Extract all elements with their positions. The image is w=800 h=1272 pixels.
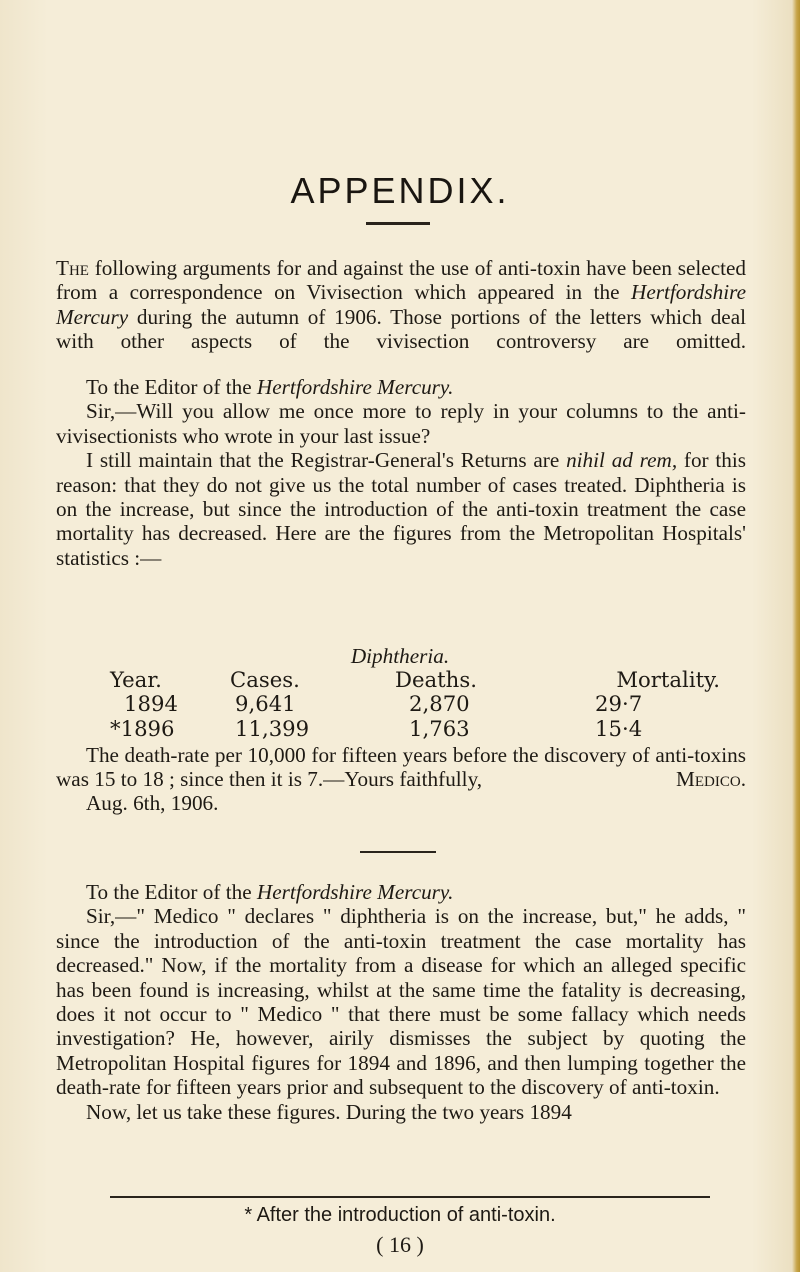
letter-2-paragraph-1: Sir,—" Medico " declares " diphtheria is on the increase, but," he adds, " since the introduction of the anti-toxin treatment the case mortality has decreased." Now, if the mortality from a disease for which an alleged specific has been found is increasing, whilst at the same time the fatality is decreasing, does it not occur to " Medico " that there must be some fallacy which needs investigation? He, however, airily dismisses the subject by quoting the Metropolitan Hospital figures for 1894 and 1896, and then lumping together the death-rate for fifteen years prior and subsequent to the discovery of anti-toxin. (56, 904, 746, 1100)
letter-1 (56, 375, 746, 570)
header-deaths: Deaths. (395, 667, 477, 692)
signature: Medico. (676, 767, 746, 791)
letter-1-paragraph-1: Sir,—Will you allow me once more to reply in your columns to the anti-vivisectionists who wrote in your last issue? (56, 399, 746, 448)
heading-rule (366, 222, 430, 225)
table-row (110, 717, 720, 741)
section-rule (360, 851, 436, 853)
intro-section (56, 256, 746, 354)
table-row (110, 692, 720, 716)
letter-1-salutation: To the Editor of the Hertfordshire Mercury. (86, 375, 454, 399)
letter-1-date: Aug. 6th, 1906. (86, 791, 219, 815)
letter-2 (56, 880, 746, 1124)
cell-deaths: 1,763 (409, 715, 470, 741)
header-mortality: Mortality. (616, 667, 720, 692)
page-number: ( 16 ) (376, 1232, 424, 1257)
header-year: Year. (110, 667, 162, 692)
cell-mortality: 15·4 (595, 715, 643, 741)
diphtheria-table (110, 668, 720, 741)
cell-deaths: 2,870 (409, 691, 470, 717)
appendix-heading: APPENDIX. (290, 170, 510, 211)
cell-cases: 11,399 (235, 715, 310, 741)
intro-first-word: The (56, 256, 89, 280)
intro-text-end: during the autumn of 1906. Those portions of the letters which deal with other aspects of the vivisection controversy are omitted. (56, 304, 746, 354)
footnote-rule (110, 1196, 710, 1198)
cell-cases: 9,641 (235, 691, 296, 717)
cell-mortality: 29·7 (595, 691, 643, 717)
table-title: Diphtheria. (350, 644, 450, 668)
intro-paragraph (56, 256, 746, 354)
letter-1-paragraph-2: I still maintain that the Registrar-General's Returns are nihil ad rem, for this reason: that they do not give us the total number of cases treated. Diphtheria is on the increase, but since the introduction of the anti-toxin treatment the case mortality has decreased. Here are the figures from the Metropolitan Hospitals' statistics :— (56, 448, 746, 570)
footnote: * After the introduction of anti-toxin. (244, 1204, 556, 1226)
letter-1-signature-line (56, 767, 746, 791)
letter-1-paragraph-3: The death-rate per 10,000 for fifteen years before the discovery of anti-toxins was 15 to 18 ; since then it is 7.—Yours faithfully, (56, 743, 746, 792)
letter-2-salutation: To the Editor of the Hertfordshire Mercury. (86, 880, 454, 904)
header-cases: Cases. (230, 667, 300, 692)
intro-text: following arguments for and against the use of anti-toxin have been selected from a correspondence on Vivisection which appeared in the (56, 256, 746, 305)
intro-paper-name: Hertfordshire Mercury (56, 280, 746, 329)
table-header-row (110, 668, 720, 692)
letter-2-paragraph-2: Now, let us take these figures. During the two years 1894 (86, 1099, 572, 1124)
cell-year: 1894 (124, 691, 178, 717)
cell-year: *1896 (110, 715, 175, 741)
